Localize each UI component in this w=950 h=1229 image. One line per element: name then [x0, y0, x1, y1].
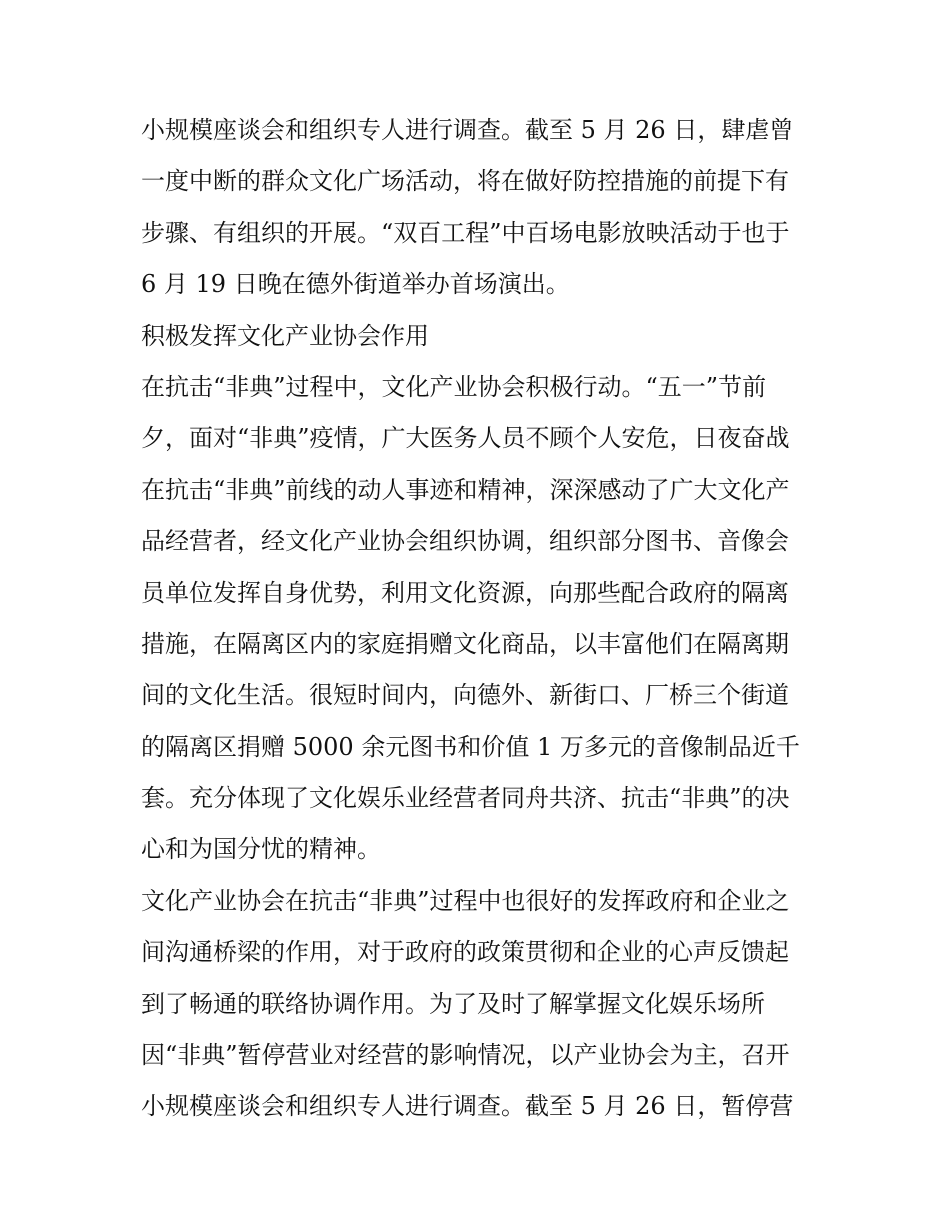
text-line: 员单位发挥自身优势，利用文化资源，向那些配合政府的隔离: [141, 578, 789, 607]
text-line: 文化产业协会在抗击“非典”过程中也很好的发挥政府和企业之: [141, 886, 790, 915]
text-line: 的隔离区捐赠 5000 余元图书和价值 1 万多元的音像制品近千: [141, 732, 800, 761]
text-line: 因“非典”暂停营业对经营的影响情况，以产业协会为主，召开: [141, 1041, 790, 1070]
text-line: 夕，面对“非典”疫情，广大医务人员不顾个人安危，日夜奋战: [141, 424, 790, 453]
text-line: 在抗击“非典”前线的动人事迹和精神，深深感动了广大文化产: [141, 475, 790, 504]
text-line: 步骤、有组织的开展。“双百工程”中百场电影放映活动于也于: [141, 218, 790, 247]
text-line: 到了畅通的联络协调作用。为了及时了解掌握文化娱乐场所: [141, 989, 765, 1018]
text-line: 在抗击“非典”过程中，文化产业协会积极行动。“五一”节前: [141, 372, 767, 401]
text-line: 一度中断的群众文化广场活动，将在做好防控措施的前提下有: [141, 167, 789, 196]
text-line: 套。充分体现了文化娱乐业经营者同舟共济、抗击“非典”的决: [141, 784, 790, 813]
text-line: 小规模座谈会和组织专人进行调查。截至 5 月 26 日，肆虐曾: [141, 116, 794, 144]
text-line: 间沟通桥梁的作用，对于政府的政策贯彻和企业的心声反馈起: [141, 938, 789, 967]
section-heading: 积极发挥文化产业协会作用: [141, 321, 429, 350]
text-line: 小规模座谈会和组织专人进行调查。截至 5 月 26 日，暂停营: [141, 1092, 794, 1121]
text-line: 间的文化生活。很短时间内，向德外、新街口、厂桥三个街道: [141, 681, 789, 710]
text-line: 措施，在隔离区内的家庭捐赠文化商品，以丰富他们在隔离期: [141, 629, 789, 658]
document-body: [141, 105, 813, 1133]
text-line: 品经营者，经文化产业协会组织协调，组织部分图书、音像会: [141, 527, 789, 556]
text-line: 6 月 19 日晚在德外街道举办首场演出。: [141, 270, 570, 299]
text-line: 心和为国分忧的精神。: [141, 835, 381, 864]
